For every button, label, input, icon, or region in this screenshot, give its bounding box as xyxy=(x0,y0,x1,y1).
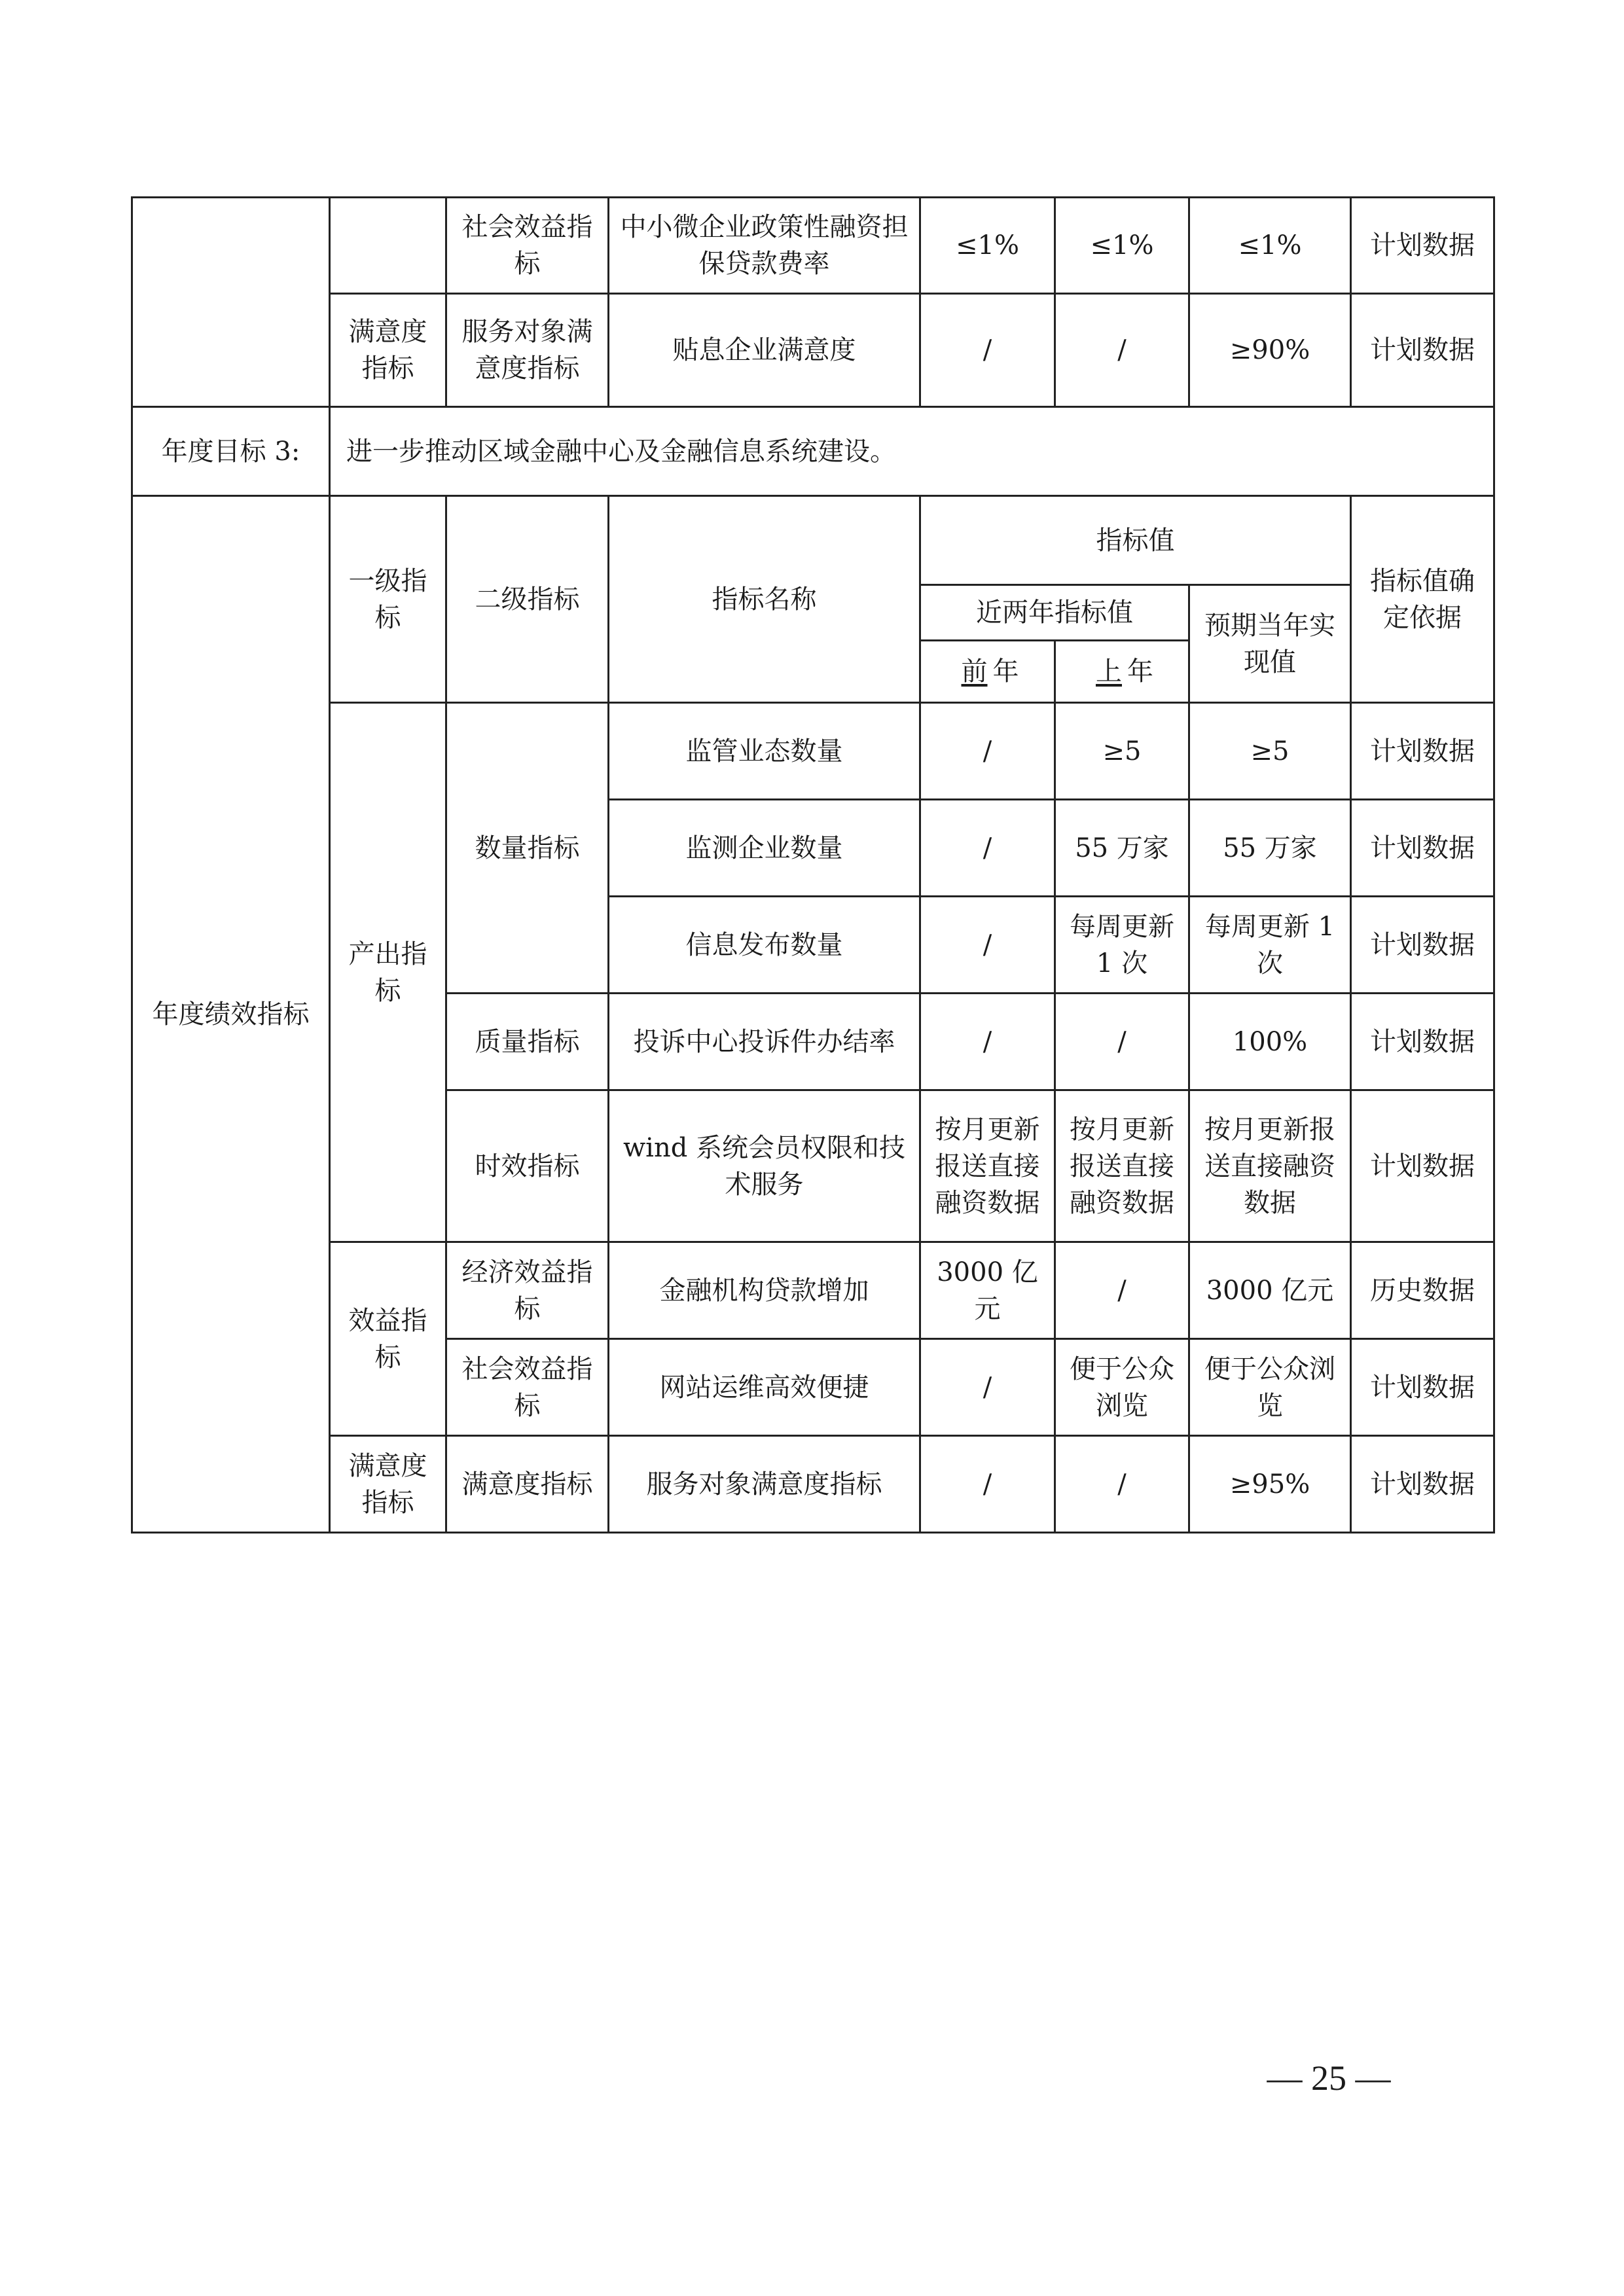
last-year-word: 上 xyxy=(1096,656,1122,687)
basis-cell: 历史数据 xyxy=(1351,1242,1494,1339)
header-value: 指标值 xyxy=(920,496,1351,585)
last-year-value: / xyxy=(1055,1242,1189,1339)
expected-value: 55 万家 xyxy=(1189,800,1351,897)
indicator-name: 信息发布数量 xyxy=(609,897,920,994)
last-year-value: 便于公众浏览 xyxy=(1055,1339,1189,1436)
basis-cell: 计划数据 xyxy=(1351,1090,1494,1242)
level2-cell: 社会效益指标 xyxy=(446,198,609,294)
performance-table xyxy=(131,196,1495,1534)
basis-cell: 计划数据 xyxy=(1351,1436,1494,1533)
header-basis: 指标值确定依据 xyxy=(1351,496,1494,703)
level2-cell: 经济效益指标 xyxy=(446,1242,609,1339)
expected-value: 每周更新 1 次 xyxy=(1189,897,1351,994)
header-expected: 预期当年实现值 xyxy=(1189,585,1351,703)
level2-cell: 服务对象满意度指标 xyxy=(446,294,609,407)
indicator-name: 中小微企业政策性融资担保贷款费率 xyxy=(609,198,920,294)
goal-text: 进一步推动区域金融中心及金融信息系统建设。 xyxy=(330,407,1494,496)
prev-year-value: / xyxy=(920,703,1055,800)
basis-cell: 计划数据 xyxy=(1351,800,1494,897)
expected-value: 便于公众浏览 xyxy=(1189,1339,1351,1436)
expected-value: 100% xyxy=(1189,994,1351,1090)
indicator-name: 网站运维高效便捷 xyxy=(609,1339,920,1436)
prev-year-value: / xyxy=(920,994,1055,1090)
last-year-value: ≥5 xyxy=(1055,703,1189,800)
indicator-name: wind 系统会员权限和技术服务 xyxy=(609,1090,920,1242)
table-row xyxy=(132,703,1494,800)
table-row xyxy=(132,1242,1494,1339)
header-recent-two-years: 近两年指标值 xyxy=(920,585,1189,641)
goal-label: 年度目标 3: xyxy=(132,407,330,496)
year-suffix: 年 xyxy=(992,656,1019,687)
indicator-name: 监测企业数量 xyxy=(609,800,920,897)
prev-year-value: / xyxy=(920,800,1055,897)
prev-year-word: 前 xyxy=(961,656,988,687)
header-row xyxy=(132,496,1494,585)
level1-cell: 效益指标 xyxy=(330,1242,446,1436)
prev-year-value: / xyxy=(920,1436,1055,1533)
header-prev-year xyxy=(920,641,1055,703)
indicator-name: 服务对象满意度指标 xyxy=(609,1436,920,1533)
header-level2: 二级指标 xyxy=(446,496,609,703)
indicator-name: 贴息企业满意度 xyxy=(609,294,920,407)
basis-cell: 计划数据 xyxy=(1351,703,1494,800)
level1-cell xyxy=(330,198,446,294)
prev-year-value: / xyxy=(920,897,1055,994)
indicator-name: 监管业态数量 xyxy=(609,703,920,800)
year-suffix: 年 xyxy=(1127,656,1153,687)
level1-cell: 满意度指标 xyxy=(330,1436,446,1533)
basis-cell: 计划数据 xyxy=(1351,294,1494,407)
prev-year-value: 按月更新报送直接融资数据 xyxy=(920,1090,1055,1242)
page-number: — 25 — xyxy=(1267,2058,1391,2098)
expected-value: 按月更新报送直接融资数据 xyxy=(1189,1090,1351,1242)
indicator-name: 投诉中心投诉件办结率 xyxy=(609,994,920,1090)
last-year-value: / xyxy=(1055,1436,1189,1533)
prev-year-value: / xyxy=(920,294,1055,407)
expected-value: ≥5 xyxy=(1189,703,1351,800)
level2-cell: 时效指标 xyxy=(446,1090,609,1242)
section-label: 年度绩效指标 xyxy=(132,496,330,1533)
prev-year-value: / xyxy=(920,1339,1055,1436)
prev-year-value: 3000 亿元 xyxy=(920,1242,1055,1339)
table-row xyxy=(132,1436,1494,1533)
table-row xyxy=(132,294,1494,407)
level2-cell: 社会效益指标 xyxy=(446,1339,609,1436)
last-year-value: / xyxy=(1055,994,1189,1090)
expected-value: ≥90% xyxy=(1189,294,1351,407)
expected-value: ≥95% xyxy=(1189,1436,1351,1533)
indicator-name: 金融机构贷款增加 xyxy=(609,1242,920,1339)
header-name: 指标名称 xyxy=(609,496,920,703)
basis-cell: 计划数据 xyxy=(1351,994,1494,1090)
basis-cell: 计划数据 xyxy=(1351,198,1494,294)
level1-cell: 满意度指标 xyxy=(330,294,446,407)
basis-cell: 计划数据 xyxy=(1351,1339,1494,1436)
last-year-value: ≤1% xyxy=(1055,198,1189,294)
level2-cell: 满意度指标 xyxy=(446,1436,609,1533)
expected-value: ≤1% xyxy=(1189,198,1351,294)
table-row xyxy=(132,198,1494,294)
last-year-value: 每周更新 1 次 xyxy=(1055,897,1189,994)
last-year-value: / xyxy=(1055,294,1189,407)
prev-year-value: ≤1% xyxy=(920,198,1055,294)
header-level1: 一级指标 xyxy=(330,496,446,703)
goal-row xyxy=(132,407,1494,496)
header-last-year xyxy=(1055,641,1189,703)
last-year-value: 按月更新报送直接融资数据 xyxy=(1055,1090,1189,1242)
level1-cell: 产出指标 xyxy=(330,703,446,1242)
level2-cell: 质量指标 xyxy=(446,994,609,1090)
last-year-value: 55 万家 xyxy=(1055,800,1189,897)
section-cell xyxy=(132,198,330,407)
basis-cell: 计划数据 xyxy=(1351,897,1494,994)
expected-value: 3000 亿元 xyxy=(1189,1242,1351,1339)
level2-cell: 数量指标 xyxy=(446,703,609,994)
